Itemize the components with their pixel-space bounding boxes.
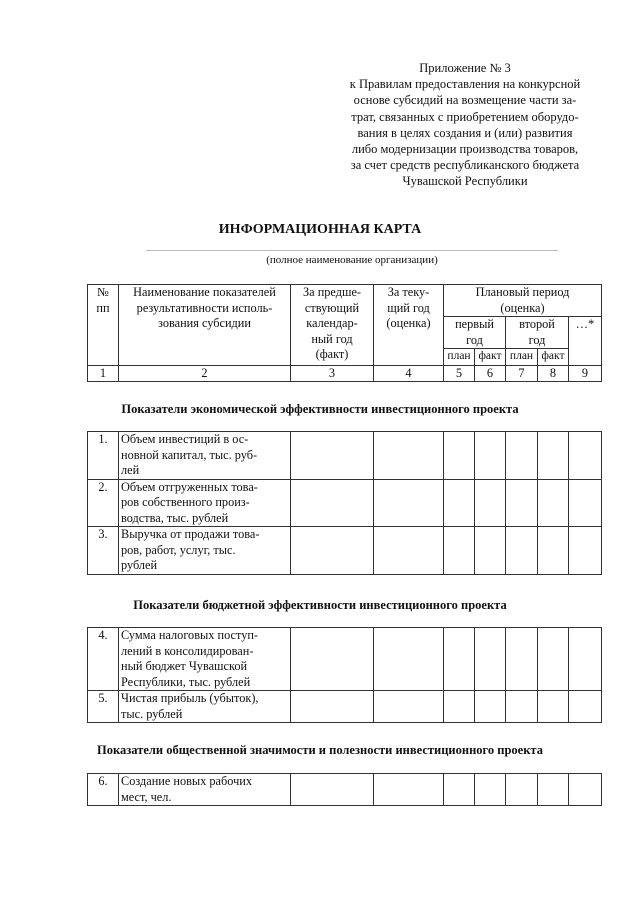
value-cell[interactable] [475,774,506,806]
document-title: ИНФОРМАЦИОННАЯ КАРТА [218,222,422,237]
row-label: Создание новых рабочих мест, чел. [119,774,291,806]
value-cell[interactable] [291,527,374,575]
header-more: …* [569,317,602,366]
value-cell[interactable] [475,479,506,527]
section-title: Показатели общественной значимости и полезности инвестиционного проекта [97,743,543,757]
value-cell[interactable] [506,691,538,723]
value-cell[interactable] [506,432,538,480]
appendix-line: вания в целях создания и (или) развития [357,125,573,140]
header-current-year: За теку- щий год (оценка) [374,285,444,366]
header-plan-period: Плановый период (оценка) [444,285,602,317]
appendix-line: основе субсидий на возмещение части за- [353,93,577,108]
appendix-line: трат, связанных с приобретением оборудо- [351,109,579,124]
table-row [88,774,602,806]
value-cell[interactable] [475,432,506,480]
appendix-line: Чувашской Республики [402,174,528,189]
value-cell[interactable] [569,628,602,691]
appendix-note [333,60,597,190]
value-cell[interactable] [475,527,506,575]
value-cell[interactable] [506,479,538,527]
row-label: Выручка от продажи това- ров, работ, услуг, тыс. рублей [119,527,291,575]
value-cell[interactable] [569,527,602,575]
value-cell[interactable] [291,628,374,691]
value-cell[interactable] [374,527,444,575]
value-cell[interactable] [538,628,569,691]
col-number: 5 [444,365,475,382]
col-number: 3 [291,365,374,382]
value-cell[interactable] [569,691,602,723]
value-cell[interactable] [374,628,444,691]
col-number: 9 [569,365,602,382]
value-cell[interactable] [569,479,602,527]
row-number: 6. [88,774,119,806]
value-cell[interactable] [374,432,444,480]
value-cell[interactable] [444,527,475,575]
value-cell[interactable] [291,479,374,527]
organization-caption: (полное наименование организации) [266,254,438,266]
value-cell[interactable] [444,628,475,691]
value-cell[interactable] [506,628,538,691]
header-table [87,284,602,382]
value-cell[interactable] [506,527,538,575]
table-row [88,691,602,723]
value-cell[interactable] [444,479,475,527]
header-second-year: второй год [506,317,569,349]
row-number: 4. [88,628,119,691]
header-first-year: первый год [444,317,506,349]
value-cell[interactable] [444,774,475,806]
header-no: № пп [88,285,119,366]
value-cell[interactable] [569,774,602,806]
organization-name-line[interactable] [146,250,558,251]
appendix-line: к Правилам предоставления на конкурсной [349,77,581,92]
table-row [88,628,602,691]
value-cell[interactable] [538,691,569,723]
value-cell[interactable] [291,432,374,480]
col-number: 4 [374,365,444,382]
value-cell[interactable] [475,691,506,723]
value-cell[interactable] [538,774,569,806]
table-row [88,479,602,527]
value-cell[interactable] [374,479,444,527]
row-number: 2. [88,479,119,527]
section-table [87,627,602,723]
header-previous-year: За предше- ствующий календар- ный год (факт) [291,285,374,366]
row-label: Сумма налоговых поступ- лений в консолидирован- ный бюджет Чувашской Республики, тыс. рублей [119,628,291,691]
section-title: Показатели экономической эффективности инвестиционного проекта [121,402,519,416]
header-fact-1: факт [475,349,506,366]
col-number: 1 [88,365,119,382]
table-row [88,527,602,575]
row-label: Чистая прибыль (убыток), тыс. рублей [119,691,291,723]
value-cell[interactable] [291,774,374,806]
header-fact-2: факт [538,349,569,366]
row-label: Объем отгруженных това- ров собственного произ- водства, тыс. рублей [119,479,291,527]
value-cell[interactable] [506,774,538,806]
row-number: 3. [88,527,119,575]
value-cell[interactable] [444,432,475,480]
col-number: 2 [119,365,291,382]
appendix-line: за счет средств республиканского бюджета [350,158,580,173]
col-number: 8 [538,365,569,382]
col-number: 6 [475,365,506,382]
header-plan-1: план [444,349,475,366]
section-title: Показатели бюджетной эффективности инвестиционного проекта [133,598,507,612]
section-table [87,431,602,575]
appendix-heading: Приложение № 3 [419,61,511,75]
value-cell[interactable] [475,628,506,691]
value-cell[interactable] [374,691,444,723]
col-number: 7 [506,365,538,382]
table-row [88,432,602,480]
header-plan-2: план [506,349,538,366]
value-cell[interactable] [538,527,569,575]
appendix-line: либо модернизации производства товаров, [351,142,579,157]
row-number: 5. [88,691,119,723]
row-label: Объем инвестиций в ос- новной капитал, тыс. руб- лей [119,432,291,480]
row-number: 1. [88,432,119,480]
value-cell[interactable] [538,432,569,480]
header-name: Наименование показателей результативности исполь- зования субсидии [119,285,291,366]
value-cell[interactable] [291,691,374,723]
section-table [87,773,602,806]
value-cell[interactable] [538,479,569,527]
value-cell[interactable] [444,691,475,723]
value-cell[interactable] [374,774,444,806]
value-cell[interactable] [569,432,602,480]
